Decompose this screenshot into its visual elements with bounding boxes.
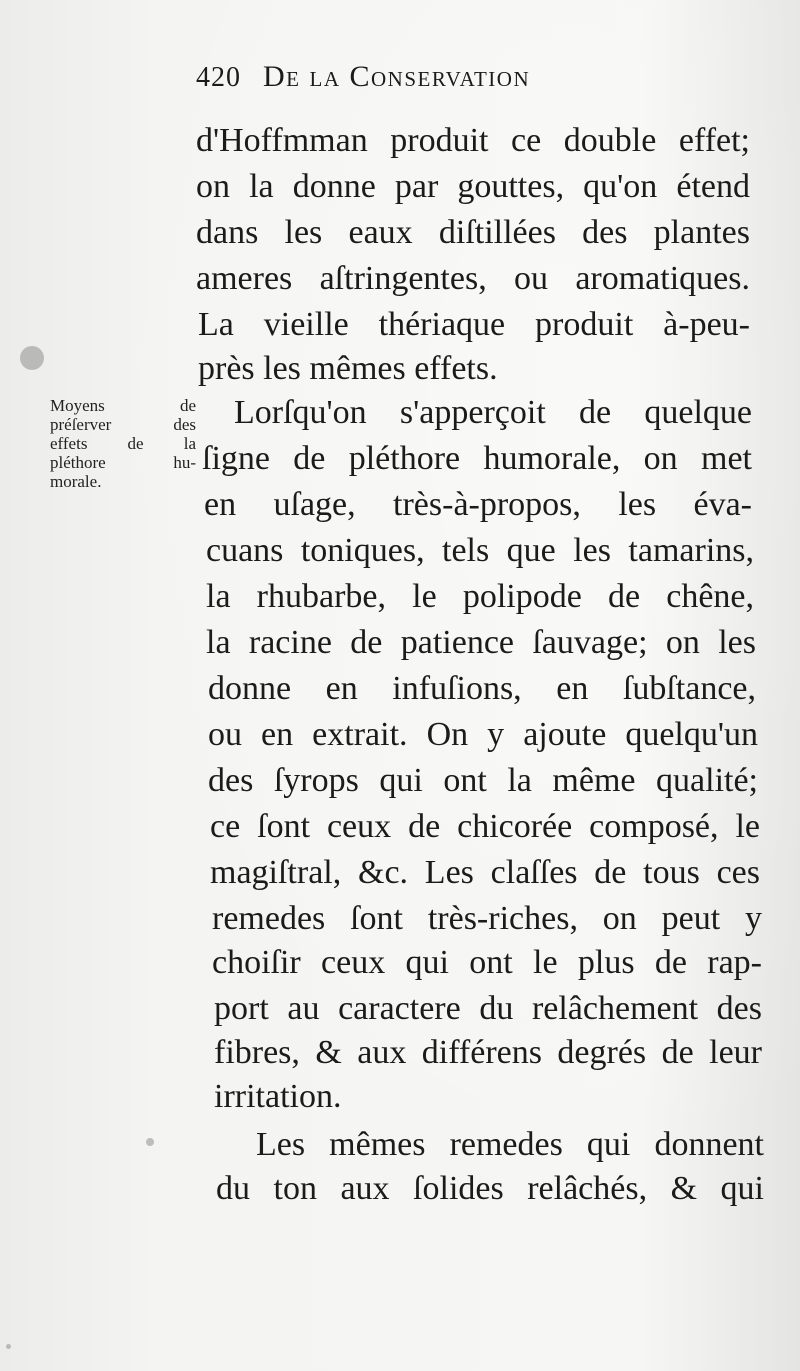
text-line: irritation. (214, 1078, 342, 1115)
paper-blemish (6, 1344, 11, 1349)
text-line: en uſage, très-à-propos, les éva- (204, 486, 752, 523)
text-line: Lorſqu'on s'apperçoit de quelque (234, 394, 752, 431)
text-line: dans les eaux diſtillées des plantes (196, 214, 750, 251)
text-line: d'Hoffmman produit ce double effet; (196, 122, 750, 159)
page-number: 420 (196, 62, 241, 93)
text-line: La vieille thériaque produit à-peu- (198, 306, 750, 343)
text-line: ſigne de pléthore humorale, on met (202, 440, 752, 477)
text-line: la racine de patience ſauvage; on les (206, 624, 756, 661)
running-head: De la Conservation (263, 60, 531, 93)
margin-note-line: Moyens de (50, 396, 196, 415)
text-line: port au caractere du relâchement des (214, 990, 762, 1027)
margin-note-line: préſerver des (50, 415, 196, 434)
text-line: remedes ſont très-riches, on peut y (212, 900, 762, 937)
paper-blemish (146, 1138, 154, 1146)
text-line: fibres, & aux différens degrés de leur (214, 1034, 762, 1071)
text-line: ou en extrait. On y ajoute quelqu'un (208, 716, 758, 753)
text-line: Les mêmes remedes qui donnent (256, 1126, 764, 1163)
page-header (196, 60, 676, 104)
text-line: du ton aux ſolides relâchés, & qui (216, 1170, 764, 1207)
margin-note-line: effets de la (50, 434, 196, 453)
paper-blemish (20, 346, 44, 370)
text-line: cuans toniques, tels que les tamarins, (206, 532, 754, 569)
margin-note-line: pléthore hu- (50, 453, 196, 472)
margin-note (50, 396, 196, 491)
text-line: la rhubarbe, le polipode de chêne, (206, 578, 754, 615)
text-line: des ſyrops qui ont la même qualité; (208, 762, 758, 799)
text-line: donne en infuſions, en ſubſtance, (208, 670, 756, 707)
margin-note-line: morale. (50, 472, 102, 491)
text-line: choiſir ceux qui ont le plus de rap- (212, 944, 762, 981)
text-line: magiſtral, &c. Les claſſes de tous ces (210, 854, 760, 891)
text-line: ameres aſtringentes, ou aromatiques. (196, 260, 750, 297)
text-line: ce ſont ceux de chicorée composé, le (210, 808, 760, 845)
text-line: on la donne par gouttes, qu'on étend (196, 168, 750, 205)
text-line: près les mêmes effets. (198, 350, 498, 387)
